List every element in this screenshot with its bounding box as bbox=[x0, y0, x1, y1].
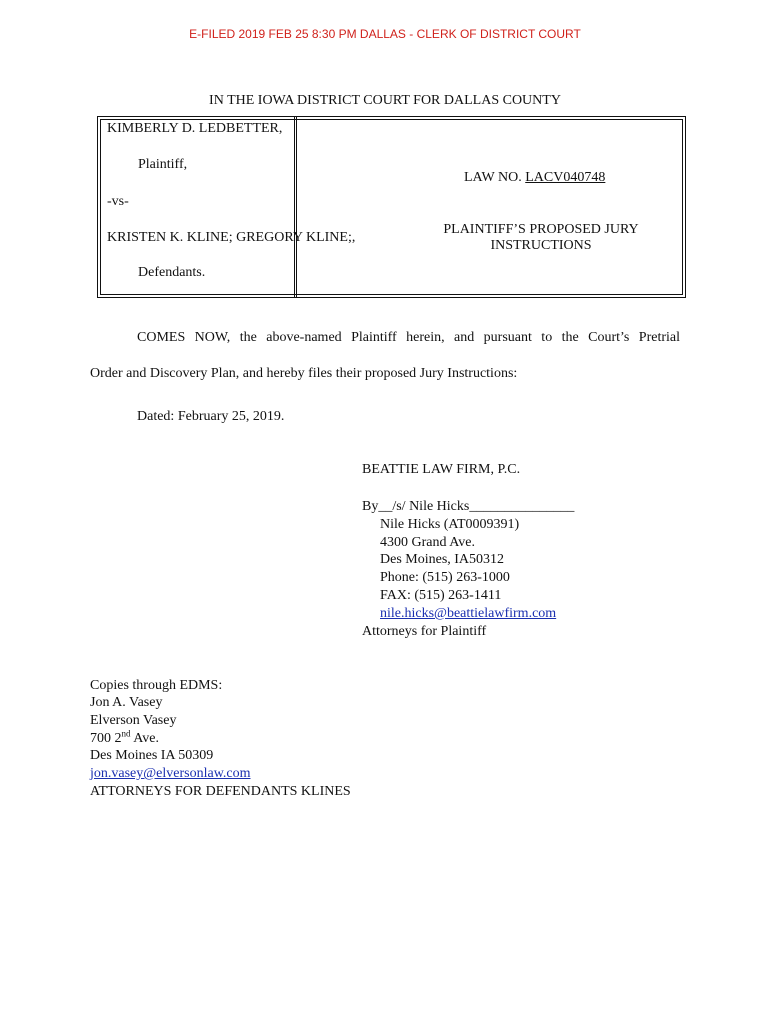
attorney-fax: FAX: (515) 263-1411 bbox=[380, 588, 502, 603]
copies-recipient-firm: Elverson Vasey bbox=[90, 713, 177, 728]
document-title-line2: INSTRUCTIONS bbox=[490, 238, 592, 253]
document-title bbox=[400, 222, 682, 254]
dated-line: Dated: February 25, 2019. bbox=[137, 409, 285, 424]
versus-label: -vs- bbox=[107, 194, 129, 209]
firm-name: BEATTIE LAW FIRM, P.C. bbox=[362, 462, 521, 477]
address-number: 700 2 bbox=[90, 731, 122, 746]
body-paragraph-line2: Order and Discovery Plan, and hereby files their proposed Jury Instructions: bbox=[90, 366, 518, 381]
attorney-address2: Des Moines, IA50312 bbox=[380, 552, 505, 567]
law-number-label: LAW NO. bbox=[464, 170, 526, 185]
efiled-stamp: E-FILED 2019 FEB 25 8:30 PM DALLAS - CLERK OF DISTRICT COURT bbox=[189, 27, 581, 41]
law-number-value: LACV040748 bbox=[525, 170, 606, 185]
copies-heading: Copies through EDMS: bbox=[90, 678, 223, 693]
attorney-email-link[interactable]: nile.hicks@beattielawfirm.com bbox=[380, 606, 557, 621]
address-ordinal: nd bbox=[121, 728, 131, 739]
copies-recipient-address bbox=[90, 728, 160, 747]
defendant-role: Defendants. bbox=[138, 265, 206, 280]
law-number bbox=[464, 170, 605, 186]
address-street: Ave. bbox=[130, 731, 160, 746]
caption-divider bbox=[294, 116, 297, 298]
plaintiff-name: KIMBERLY D. LEDBETTER, bbox=[107, 121, 283, 136]
document-title-line1: PLAINTIFF’S PROPOSED JURY bbox=[443, 222, 639, 237]
body-paragraph-line1: COMES NOW, the above-named Plaintiff herein, and pursuant to the Court’s Pretrial bbox=[137, 330, 680, 345]
signature-line: By__/s/ Nile Hicks_______________ bbox=[362, 499, 575, 514]
attorney-name: Nile Hicks (AT0009391) bbox=[380, 517, 520, 532]
copies-recipient-city: Des Moines IA 50309 bbox=[90, 748, 214, 763]
court-title: IN THE IOWA DISTRICT COURT FOR DALLAS COUNTY bbox=[209, 93, 561, 108]
copies-recipient-email-link[interactable]: jon.vasey@elversonlaw.com bbox=[90, 766, 251, 781]
copies-recipient-name: Jon A. Vasey bbox=[90, 695, 163, 710]
attorney-role: Attorneys for Plaintiff bbox=[362, 624, 487, 639]
defendant-names: KRISTEN K. KLINE; GREGORY KLINE;, bbox=[107, 230, 356, 245]
plaintiff-role: Plaintiff, bbox=[138, 157, 188, 172]
copies-recipient-role: ATTORNEYS FOR DEFENDANTS KLINES bbox=[90, 784, 351, 799]
attorney-phone: Phone: (515) 263-1000 bbox=[380, 570, 510, 585]
attorney-address1: 4300 Grand Ave. bbox=[380, 535, 475, 550]
